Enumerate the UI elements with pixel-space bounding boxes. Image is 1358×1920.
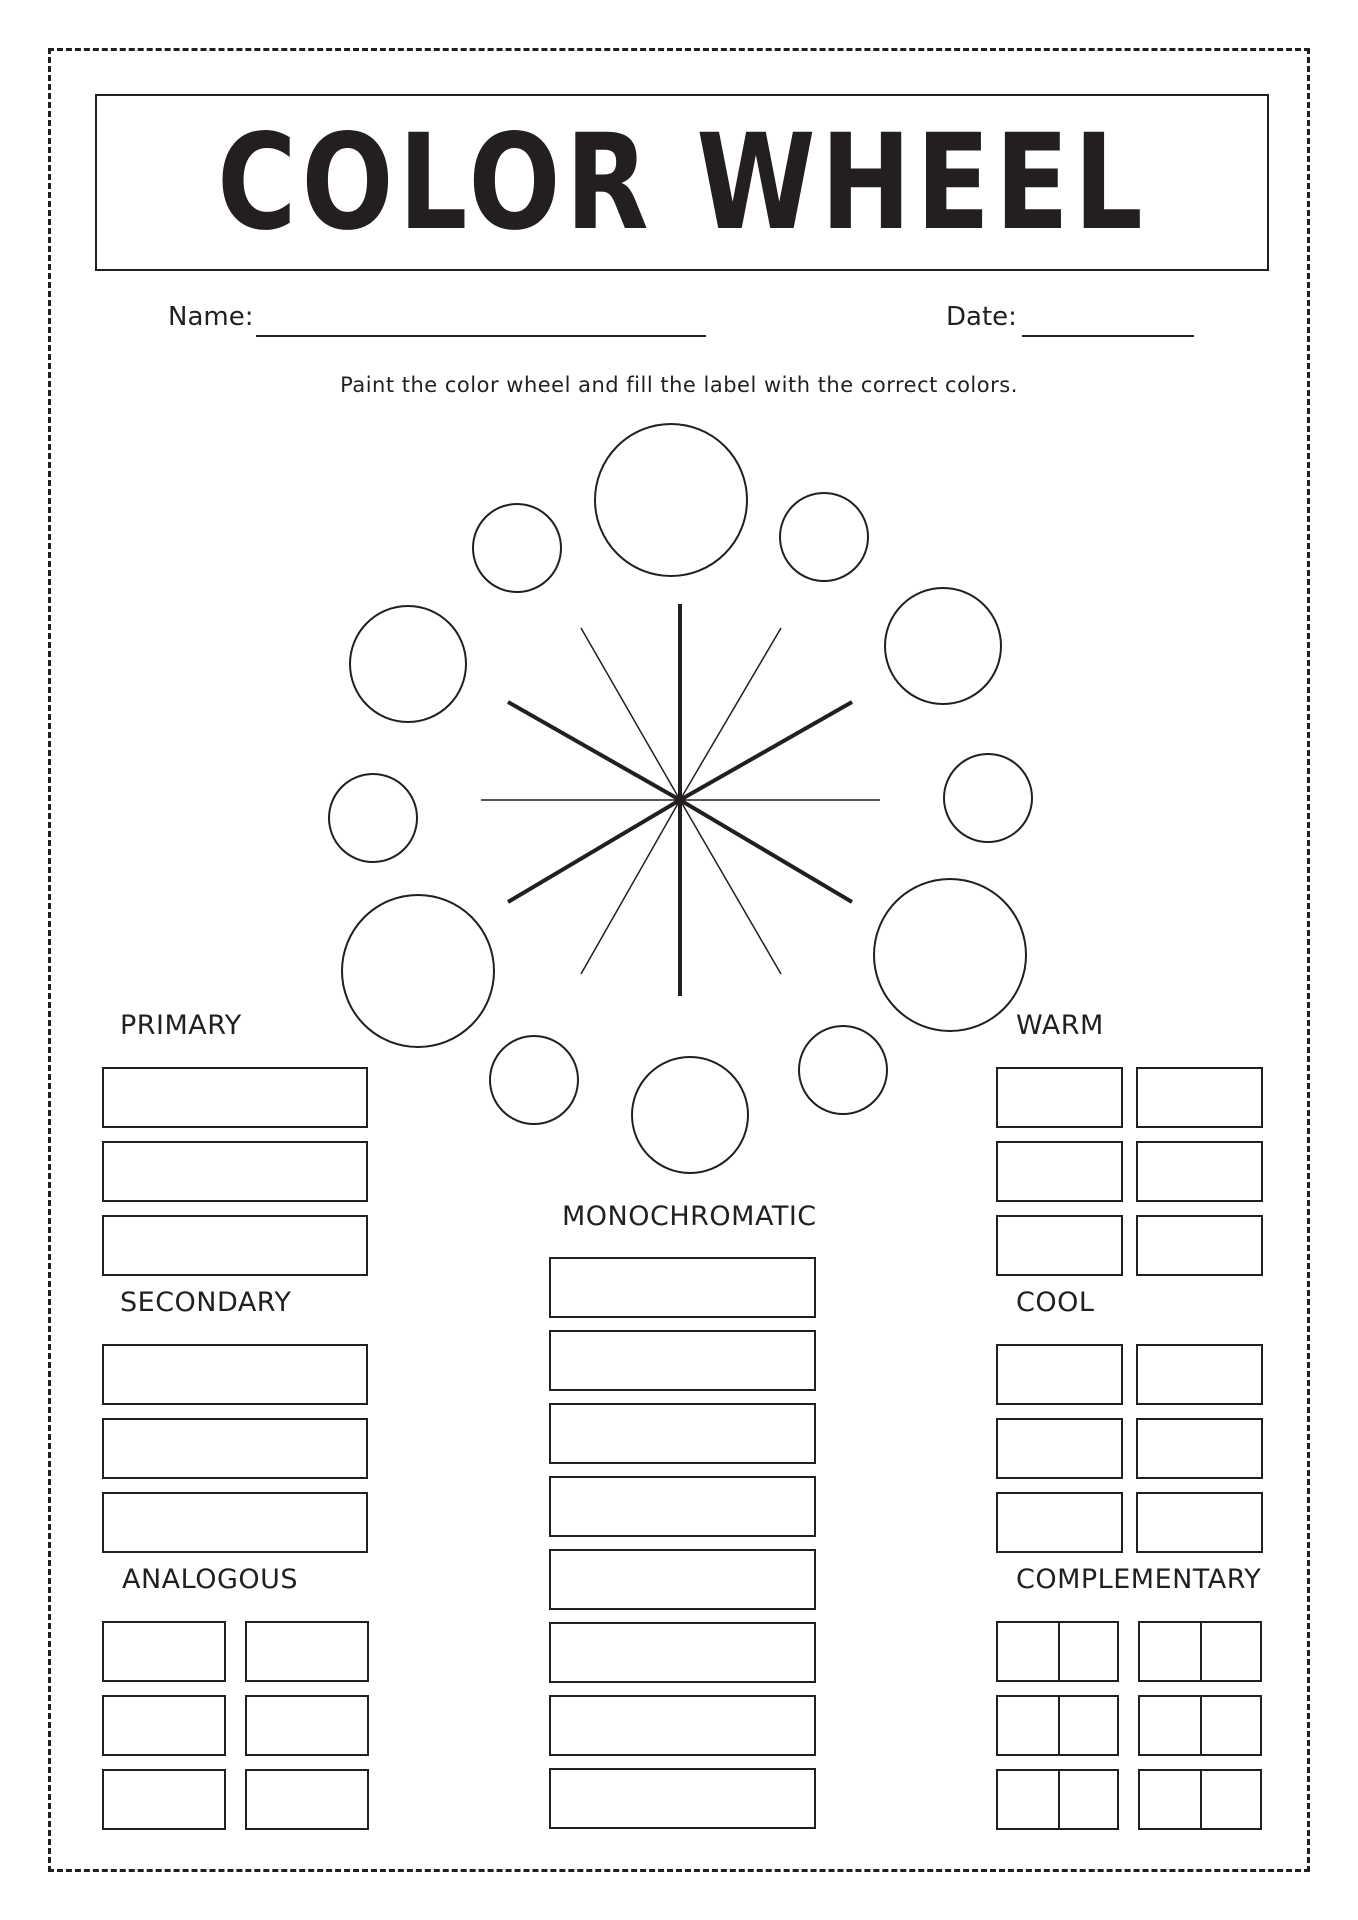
primary-answer-box[interactable]: [102, 1067, 368, 1128]
analogous-answer-box[interactable]: [102, 1621, 226, 1682]
section-title-complementary: COMPLEMENTARY: [1016, 1564, 1262, 1595]
box-divider: [1200, 1623, 1202, 1680]
analogous-answer-box[interactable]: [245, 1621, 369, 1682]
monochromatic-answer-box[interactable]: [549, 1403, 816, 1464]
warm-answer-box[interactable]: [1136, 1067, 1263, 1128]
primary-answer-box[interactable]: [102, 1215, 368, 1276]
wheel-spoke-thin: [581, 800, 680, 974]
wheel-spoke-thin: [581, 628, 680, 800]
monochromatic-answer-box[interactable]: [549, 1330, 816, 1391]
wheel-circle-large: [595, 424, 747, 576]
wheel-spoke-thin: [680, 800, 781, 974]
section-title-analogous: ANALOGOUS: [122, 1564, 299, 1595]
analogous-answer-box[interactable]: [102, 1769, 226, 1830]
analogous-answer-box[interactable]: [102, 1695, 226, 1756]
wheel-spoke-primary: [680, 800, 852, 902]
wheel-spoke-thin: [680, 628, 781, 800]
cool-answer-box[interactable]: [1136, 1344, 1263, 1405]
section-title-cool: COOL: [1016, 1287, 1095, 1318]
warm-answer-box[interactable]: [996, 1067, 1123, 1128]
analogous-answer-box[interactable]: [245, 1769, 369, 1830]
analogous-answer-box[interactable]: [245, 1695, 369, 1756]
warm-answer-box[interactable]: [1136, 1141, 1263, 1202]
monochromatic-answer-box[interactable]: [549, 1695, 816, 1756]
complementary-answer-box[interactable]: [996, 1769, 1119, 1830]
monochromatic-answer-box[interactable]: [549, 1622, 816, 1683]
secondary-answer-box[interactable]: [102, 1418, 368, 1479]
cool-answer-box[interactable]: [996, 1344, 1123, 1405]
wheel-circle-medium: [632, 1057, 748, 1173]
box-divider: [1200, 1697, 1202, 1754]
wheel-circle-small: [799, 1026, 887, 1114]
secondary-answer-box[interactable]: [102, 1344, 368, 1405]
wheel-circle-small: [780, 493, 868, 581]
wheel-circle-large: [874, 879, 1026, 1031]
cool-answer-box[interactable]: [1136, 1418, 1263, 1479]
cool-answer-box[interactable]: [996, 1418, 1123, 1479]
wheel-spoke-primary: [680, 702, 852, 800]
monochromatic-answer-box[interactable]: [549, 1257, 816, 1318]
section-title-warm: WARM: [1016, 1010, 1104, 1041]
primary-answer-box[interactable]: [102, 1141, 368, 1202]
wheel-circle-small: [473, 504, 561, 592]
wheel-spoke-primary: [508, 800, 680, 902]
complementary-answer-box[interactable]: [996, 1621, 1119, 1682]
wheel-circle-small: [490, 1036, 578, 1124]
monochromatic-answer-box[interactable]: [549, 1549, 816, 1610]
monochromatic-answer-box[interactable]: [549, 1768, 816, 1829]
complementary-answer-box[interactable]: [1138, 1769, 1262, 1830]
warm-answer-box[interactable]: [996, 1141, 1123, 1202]
complementary-answer-box[interactable]: [996, 1695, 1119, 1756]
wheel-circle-small: [944, 754, 1032, 842]
complementary-answer-box[interactable]: [1138, 1621, 1262, 1682]
section-title-primary: PRIMARY: [120, 1010, 242, 1041]
box-divider: [1200, 1771, 1202, 1828]
wheel-circle-small: [329, 774, 417, 862]
complementary-answer-box[interactable]: [1138, 1695, 1262, 1756]
wheel-circle-medium: [350, 606, 466, 722]
instruction-text: Paint the color wheel and fill the label with the correct colors.: [340, 373, 1018, 397]
cool-answer-box[interactable]: [996, 1492, 1123, 1553]
section-title-secondary: SECONDARY: [120, 1287, 292, 1318]
secondary-answer-box[interactable]: [102, 1492, 368, 1553]
cool-answer-box[interactable]: [1136, 1492, 1263, 1553]
box-divider: [1058, 1697, 1060, 1754]
wheel-spoke-primary: [508, 702, 680, 800]
date-label: Date:: [946, 302, 1017, 332]
monochromatic-answer-box[interactable]: [549, 1476, 816, 1537]
warm-answer-box[interactable]: [1136, 1215, 1263, 1276]
name-label: Name:: [168, 302, 254, 332]
warm-answer-box[interactable]: [996, 1215, 1123, 1276]
wheel-circle-large: [342, 895, 494, 1047]
box-divider: [1058, 1623, 1060, 1680]
box-divider: [1058, 1771, 1060, 1828]
wheel-circle-medium: [885, 588, 1001, 704]
page-title: COLOR WHEEL: [216, 105, 1148, 260]
section-title-monochromatic: MONOCHROMATIC: [562, 1201, 817, 1232]
